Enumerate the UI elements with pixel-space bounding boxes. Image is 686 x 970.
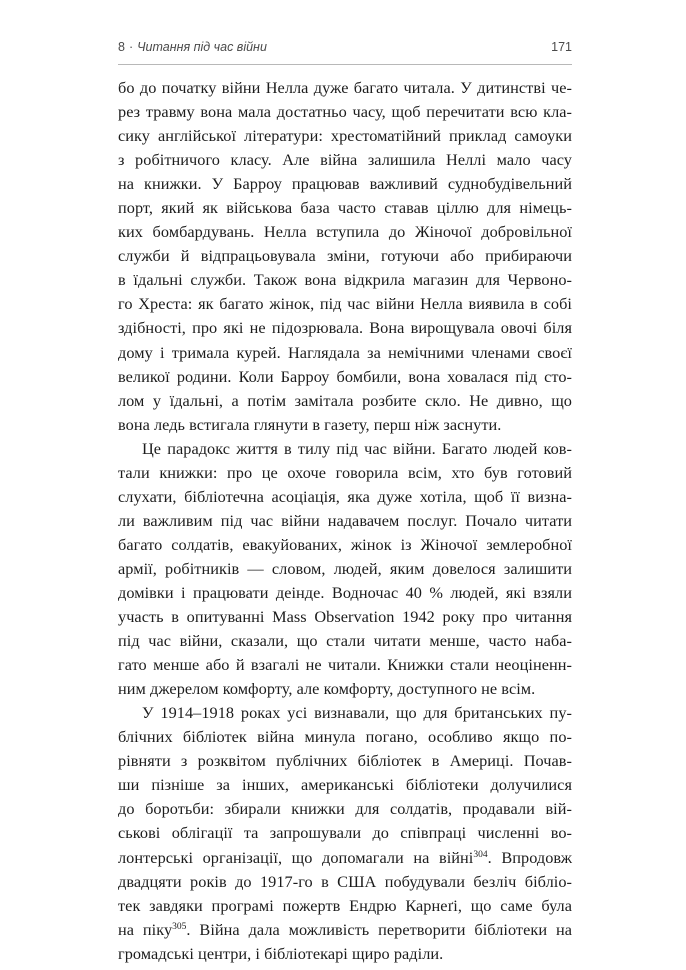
text-line: в їдальні служби. Також вона відкрила магазин для Червоно- bbox=[118, 270, 572, 290]
chapter-title: Читання під час війни bbox=[137, 40, 267, 54]
footnote-ref-305[interactable]: 305 bbox=[172, 921, 187, 932]
text-line-with-note bbox=[118, 918, 572, 942]
text-line: участь в опитуванні Mass Observation 1942 року про читання bbox=[118, 607, 572, 627]
text-line: дому і тримала курей. Наглядала за немічними членами своєї bbox=[118, 342, 572, 362]
text-line: під час війни, сказали, що стали читати менше, часто наба- bbox=[118, 631, 572, 651]
text-line: з робітничого класу. Але війна залишила Неллі мало часу bbox=[118, 150, 572, 170]
text-line: ши пізніше за інших, американські бібліотеки долучилися bbox=[118, 775, 572, 795]
text-line: бо до початку війни Нелла дуже багато читала. У дитинстві че- bbox=[118, 78, 572, 97]
text-line: до боротьби: збирали книжки для солдатів, продавали вій- bbox=[118, 799, 572, 819]
paragraph-3 bbox=[118, 701, 572, 966]
chapter-number: 8 bbox=[118, 40, 125, 54]
text-line: домівки і працювати деінде. Водночас 40 % людей, які взяли bbox=[118, 582, 572, 602]
footnote-ref-304[interactable]: 304 bbox=[473, 849, 488, 860]
body-text bbox=[118, 76, 572, 966]
text-line: рез травму вона мала достатньо часу, щоб перечитати всю кла- bbox=[118, 102, 572, 122]
header-separator: · bbox=[128, 40, 134, 54]
text-line: рівняти з розквітом публічних бібліотек в Америці. Почав- bbox=[118, 751, 572, 771]
paragraph-2 bbox=[118, 437, 572, 702]
text-line: здібності, про які не підозрювала. Вона вирощувала овочі біля bbox=[118, 318, 572, 338]
text-line: У 1914–1918 роках усі визнавали, що для британських пу- bbox=[142, 703, 572, 723]
text-line: блічних бібліотек війна минула погано, особливо якщо по- bbox=[118, 727, 572, 747]
text-line: гато менше або й взагалі не читали. Книжки стали неоціненн- bbox=[118, 655, 572, 675]
text-line: служби й відпрацьовувала зміни, готуючи або прибираючи bbox=[118, 246, 572, 266]
text-line: армії, робітників — словом, людей, яким довелося залишити bbox=[118, 558, 572, 578]
text-line-with-note bbox=[118, 846, 572, 870]
text-line: громадські центри, і бібліотекарі щиро раділи. bbox=[118, 943, 444, 963]
text-line: го Хреста: як багато жінок, під час війни Нелла виявила в собі bbox=[118, 294, 572, 314]
text-line: на книжки. У Барроу працював важливий суднобудівельний bbox=[118, 174, 572, 194]
text-line: багато солдатів, евакуйованих, жінок із Жіночої землеробної bbox=[118, 534, 572, 554]
text-line: двадцяти років до 1917-го в США побудували безліч бібліо- bbox=[118, 871, 572, 891]
paragraph-1 bbox=[118, 76, 572, 437]
text-line: порт, який як військова база часто ставав ціллю для німець- bbox=[118, 198, 572, 218]
text-line: сику англійської літератури: хрестоматійний приклад самоуки bbox=[118, 126, 572, 146]
text-line: ськові облігації та запрошували до співпраці численні во- bbox=[118, 823, 572, 843]
text-line: ним джерелом комфорту, але комфорту, доступного не всім. bbox=[118, 679, 536, 699]
header-rule bbox=[118, 64, 572, 65]
text-line: ких бомбардувань. Нелла вступила до Жіночої добровільної bbox=[118, 222, 572, 242]
text-segment: на піку bbox=[118, 919, 173, 939]
running-head bbox=[118, 40, 572, 54]
text-segment: . Впродовж bbox=[487, 847, 573, 867]
text-line: лом у їдальні, а потім замітала розбите скло. Не дивно, що bbox=[118, 390, 572, 410]
text-line: слухати, бібліотечна асоціація, яка дуже хотіла, щоб її визна- bbox=[118, 486, 572, 506]
text-segment: лонтерські організації, що допомагали на війні bbox=[118, 847, 474, 867]
text-line: великої родини. Коли Барроу бомбили, вона ховалася під сто- bbox=[118, 366, 572, 386]
text-segment: . Війна дала можливість перетворити бібліотеки на bbox=[186, 919, 572, 939]
text-line: тек завдяки програмі пожертв Ендрю Карнеґі, що саме була bbox=[118, 895, 572, 915]
page-number: 171 bbox=[551, 40, 572, 54]
text-line: вона ледь встигала глянути в газету, перш ніж заснути. bbox=[118, 414, 502, 434]
text-line: ли важливим під час війни надавачем послуг. Почало читати bbox=[118, 510, 572, 530]
text-line: Це парадокс життя в тилу під час війни. Багато людей ков- bbox=[142, 438, 572, 458]
text-line: тали книжки: про це охоче говорила всім, хто був готовий bbox=[118, 462, 572, 482]
